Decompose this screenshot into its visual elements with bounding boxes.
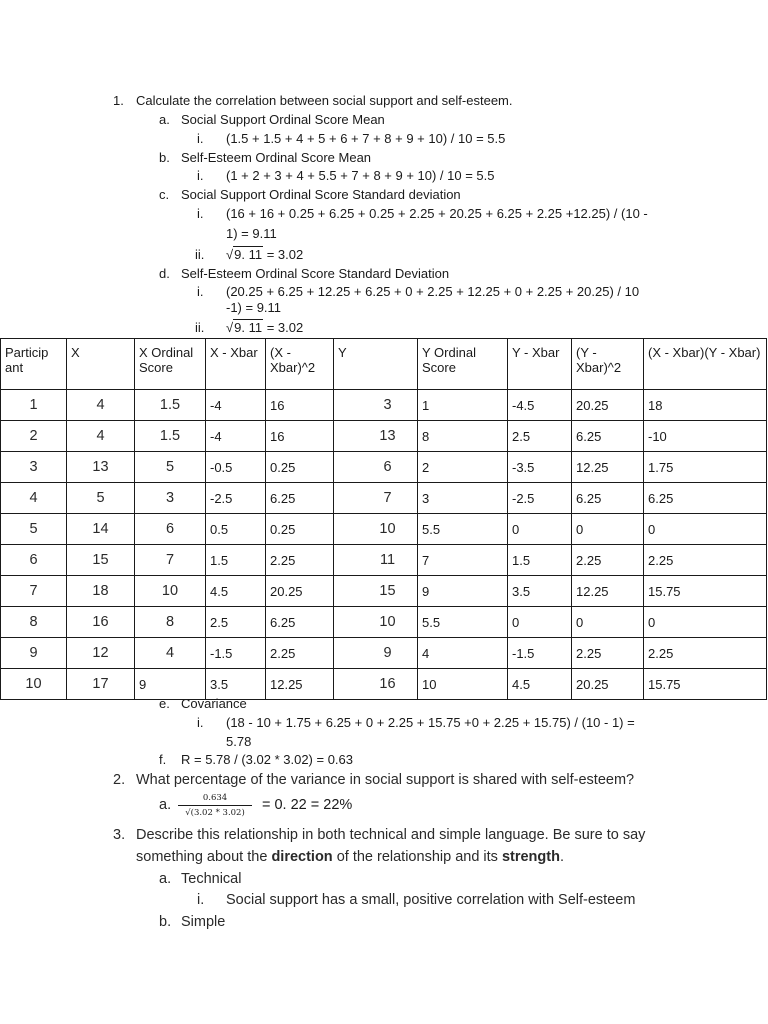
cell-y: 16 (334, 669, 418, 700)
cell-y-dev: -1.5 (508, 638, 572, 669)
item-d-ii-label: ii. (195, 320, 205, 335)
question-1-text: Calculate the correlation between social support and self-esteem. (136, 93, 513, 108)
question-3-number: 3. (113, 827, 126, 843)
cell-x: 18 (67, 576, 135, 607)
cell-y: 13 (334, 421, 418, 452)
cell-cross-product: 2.25 (644, 545, 767, 576)
cell-y-dev: 0 (508, 514, 572, 545)
cell-x-dev-squared: 2.25 (266, 545, 334, 576)
cell-x-ordinal: 10 (135, 576, 206, 607)
cell-cross-product: 0 (644, 514, 767, 545)
cell-y-dev: 3.5 (508, 576, 572, 607)
variance-equals: = 0. 22 (262, 797, 307, 813)
cell-x-dev-squared: 12.25 (266, 669, 334, 700)
question-1-number: 1. (113, 93, 124, 108)
question-3-direction: direction (271, 849, 333, 865)
cell-x-dev: -1.5 (206, 638, 266, 669)
item-f-label: f. (159, 752, 167, 767)
column-header-cross-product: (X - Xbar)(Y - Xbar) (644, 339, 767, 390)
cell-x: 15 (67, 545, 135, 576)
cell-cross-product: 1.75 (644, 452, 767, 483)
item-a-i-text: (1.5 + 1.5 + 4 + 5 + 6 + 7 + 8 + 9 + 10) / 10 = 5.5 (226, 131, 506, 146)
item-b-text: Self-Esteem Ordinal Score Mean (181, 150, 372, 165)
cell-x: 5 (67, 483, 135, 514)
cell-y-dev-squared: 0 (572, 607, 644, 638)
table-row (1, 421, 767, 452)
item-d-label: d. (159, 266, 170, 281)
item-d-i-label: i. (197, 284, 204, 299)
data-table (0, 338, 767, 700)
cell-y-ordinal: 3 (418, 483, 508, 514)
question-3-line2-mid: of the relationship and its (332, 849, 502, 865)
cell-y: 6 (334, 452, 418, 483)
item-b-i-text: (1 + 2 + 3 + 4 + 5.5 + 7 + 8 + 9 + 10) / 10 = 5.5 (226, 168, 495, 183)
cell-y-dev-squared: 2.25 (572, 545, 644, 576)
variance-result (262, 796, 352, 814)
column-header-x-dev-squared: (X - Xbar)^2 (266, 339, 334, 390)
cell-x-dev: -0.5 (206, 452, 266, 483)
question-2-a-label: a. (159, 797, 172, 813)
cell-x-ordinal: 3 (135, 483, 206, 514)
cell-participant: 6 (1, 545, 67, 576)
question-3-line1: Describe this relationship in both technical and simple language. Be sure to say (136, 827, 646, 843)
item-c-text: Social Support Ordinal Score Standard deviation (181, 187, 461, 202)
cell-y-ordinal: 5.5 (418, 514, 508, 545)
question-3-line2-post: . (559, 849, 564, 865)
item-d-text: Self-Esteem Ordinal Score Standard Deviation (181, 266, 450, 281)
cell-x-dev: 2.5 (206, 607, 266, 638)
cell-x-ordinal: 5 (135, 452, 206, 483)
cell-x-ordinal: 6 (135, 514, 206, 545)
question-3-b-text: Simple (181, 914, 226, 930)
cell-x-ordinal: 1.5 (135, 421, 206, 452)
cell-y-dev-squared: 20.25 (572, 669, 644, 700)
cell-cross-product: 15.75 (644, 669, 767, 700)
cell-x-dev-squared: 20.25 (266, 576, 334, 607)
cell-x-dev: 3.5 (206, 669, 266, 700)
cell-x: 4 (67, 390, 135, 421)
cell-cross-product: 0 (644, 607, 767, 638)
cell-x: 13 (67, 452, 135, 483)
cell-x-ordinal: 1.5 (135, 390, 206, 421)
cell-participant: 3 (1, 452, 67, 483)
item-b-label: b. (159, 150, 170, 165)
item-e-i-line2: 5.78 (226, 734, 252, 749)
cell-x: 4 (67, 421, 135, 452)
column-header-participant: Particip ant (1, 339, 67, 390)
cell-x: 12 (67, 638, 135, 669)
cell-participant: 1 (1, 390, 67, 421)
cell-x-ordinal: 8 (135, 607, 206, 638)
cell-y-dev: 2.5 (508, 421, 572, 452)
cell-cross-product: 15.75 (644, 576, 767, 607)
cell-y-ordinal: 5.5 (418, 607, 508, 638)
cell-x-dev-squared: 0.25 (266, 452, 334, 483)
table-header-row (1, 339, 767, 390)
cell-y-dev: 4.5 (508, 669, 572, 700)
item-c-label: c. (159, 187, 170, 202)
cell-participant: 8 (1, 607, 67, 638)
item-e-i-label: i. (197, 715, 204, 730)
fraction-numerator: 0.634 (178, 793, 252, 806)
cell-y-ordinal: 4 (418, 638, 508, 669)
cell-y-dev-squared: 12.25 (572, 452, 644, 483)
column-header-x: X (67, 339, 135, 390)
cell-y-dev-squared: 0 (572, 514, 644, 545)
cell-y-dev-squared: 2.25 (572, 638, 644, 669)
cell-x-dev-squared: 6.25 (266, 607, 334, 638)
cell-y-ordinal: 9 (418, 576, 508, 607)
cell-x: 14 (67, 514, 135, 545)
cell-x-dev: -2.5 (206, 483, 266, 514)
column-header-x-ordinal: X Ordinal Score (135, 339, 206, 390)
table-row (1, 390, 767, 421)
cell-participant: 10 (1, 669, 67, 700)
question-3-a-i-text: Social support has a small, positive correlation with Self-esteem (226, 892, 636, 908)
cell-x-dev-squared: 6.25 (266, 483, 334, 514)
item-e-i-line1: (18 - 10 + 1.75 + 6.25 + 0 + 2.25 + 15.75 +0 + 2.25 + 15.75) / (10 - 1) = (226, 715, 635, 730)
item-c-ii-label: ii. (195, 247, 205, 262)
question-3-strength: strength (501, 849, 560, 865)
item-b-i-label: i. (197, 168, 204, 183)
cell-y-dev: 1.5 (508, 545, 572, 576)
table-row (1, 576, 767, 607)
table-row (1, 483, 767, 514)
item-d-ii-expression: √9. 11 = 3.02 (226, 320, 304, 335)
cell-x-dev-squared: 2.25 (266, 638, 334, 669)
cell-x-ordinal: 4 (135, 638, 206, 669)
cell-y-dev-squared: 20.25 (572, 390, 644, 421)
cell-y-dev: 0 (508, 607, 572, 638)
item-d-ii-result: = 3.02 (263, 320, 304, 335)
table-row (1, 638, 767, 669)
question-3-line2-pre: something about the (136, 849, 272, 865)
fraction-denominator: √(3.02 * 3.02) (185, 808, 245, 818)
cell-y-ordinal: 2 (418, 452, 508, 483)
column-header-y-dev-squared: (Y - Xbar)^2 (572, 339, 644, 390)
cell-y: 11 (334, 545, 418, 576)
item-c-i-line1: (16 + 16 + 0.25 + 6.25 + 0.25 + 2.25 + 20.25 + 6.25 + 2.25 +12.25) / (10 - (226, 206, 648, 221)
cell-participant: 9 (1, 638, 67, 669)
cell-x-dev-squared: 0.25 (266, 514, 334, 545)
cell-x-dev-squared: 16 (266, 421, 334, 452)
cell-y-dev: -2.5 (508, 483, 572, 514)
cell-x-dev: 1.5 (206, 545, 266, 576)
item-a-label: a. (159, 112, 170, 127)
cell-y: 3 (334, 390, 418, 421)
column-header-x-minus-xbar: X - Xbar (206, 339, 266, 390)
cell-cross-product: 18 (644, 390, 767, 421)
table-row (1, 607, 767, 638)
column-header-y-ordinal: Y Ordinal Score (418, 339, 508, 390)
cell-x-dev: 4.5 (206, 576, 266, 607)
item-e-text: Covariance (181, 696, 247, 711)
cell-y-dev-squared: 12.25 (572, 576, 644, 607)
cell-y: 10 (334, 514, 418, 545)
cell-x-dev: 0.5 (206, 514, 266, 545)
cell-x-dev: -4 (206, 421, 266, 452)
question-3-a-label: a. (159, 871, 172, 887)
column-header-y-minus-xbar: Y - Xbar (508, 339, 572, 390)
question-3-a-i-label: i. (197, 892, 205, 908)
item-d-ii-radicand: 9. 11 (234, 320, 263, 335)
cell-cross-product: 6.25 (644, 483, 767, 514)
item-e-label: e. (159, 696, 170, 711)
item-c-ii-expression: √9. 11 = 3.02 (226, 247, 304, 262)
item-c-ii-radicand: 9. 11 (234, 247, 263, 262)
cell-x-ordinal: 9 (135, 669, 206, 700)
cell-y: 10 (334, 607, 418, 638)
cell-x-dev: -4 (206, 390, 266, 421)
item-d-i-line1: (20.25 + 6.25 + 12.25 + 6.25 + 0 + 2.25 + 12.25 + 0 + 2.25 + 20.25) / 10 (226, 284, 640, 299)
cell-y-dev-squared: 6.25 (572, 421, 644, 452)
cell-cross-product: 2.25 (644, 638, 767, 669)
cell-y-ordinal: 7 (418, 545, 508, 576)
cell-y-ordinal: 8 (418, 421, 508, 452)
question-2-text: What percentage of the variance in social support is shared with self-esteem? (136, 772, 635, 788)
item-c-i-label: i. (197, 206, 204, 221)
question-3-line2 (136, 848, 564, 866)
question-3-b-label: b. (159, 914, 172, 930)
cell-y-dev: -4.5 (508, 390, 572, 421)
cell-x-ordinal: 7 (135, 545, 206, 576)
cell-y: 7 (334, 483, 418, 514)
cell-y: 9 (334, 638, 418, 669)
table-row (1, 545, 767, 576)
cell-y: 15 (334, 576, 418, 607)
column-header-y: Y (334, 339, 418, 390)
item-c-i-line2: 1) = 9.11 (226, 226, 277, 241)
variance-fraction (178, 793, 252, 819)
item-a-text: Social Support Ordinal Score Mean (181, 112, 385, 127)
cell-y-ordinal: 1 (418, 390, 508, 421)
variance-percent: = 22% (306, 797, 353, 813)
cell-participant: 7 (1, 576, 67, 607)
cell-participant: 5 (1, 514, 67, 545)
item-d-i-line2: -1) = 9.11 (226, 300, 282, 315)
table-row (1, 452, 767, 483)
cell-participant: 2 (1, 421, 67, 452)
cell-x: 16 (67, 607, 135, 638)
cell-y-dev: -3.5 (508, 452, 572, 483)
cell-participant: 4 (1, 483, 67, 514)
item-a-i-label: i. (197, 131, 204, 146)
cell-cross-product: -10 (644, 421, 767, 452)
cell-x-dev-squared: 16 (266, 390, 334, 421)
question-2-number: 2. (113, 772, 126, 788)
table-row (1, 514, 767, 545)
table-row (1, 669, 767, 700)
item-f-text: R = 5.78 / (3.02 * 3.02) = 0.63 (181, 752, 354, 767)
cell-y-dev-squared: 6.25 (572, 483, 644, 514)
item-c-ii-result: = 3.02 (263, 247, 304, 262)
cell-x: 17 (67, 669, 135, 700)
cell-y-ordinal: 10 (418, 669, 508, 700)
question-3-a-text: Technical (181, 871, 242, 887)
